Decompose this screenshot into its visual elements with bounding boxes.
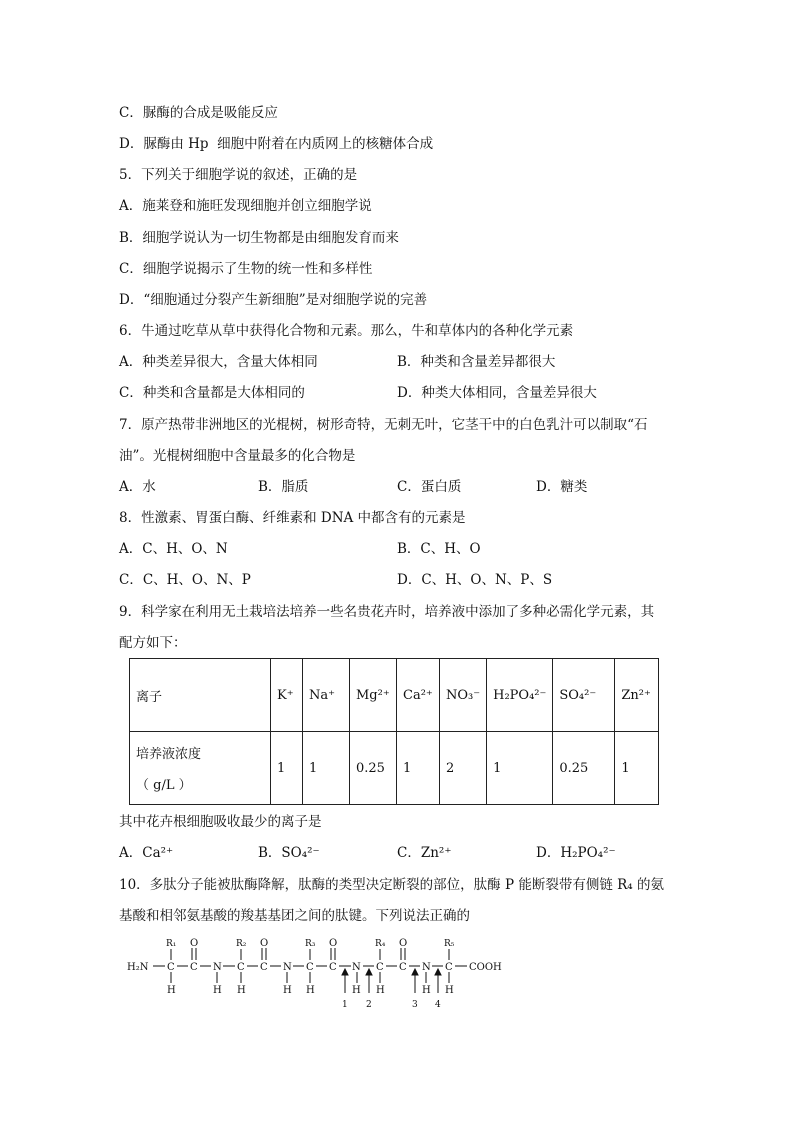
svg-text:H: H: [445, 985, 454, 996]
arrow-label: 1: [342, 1000, 348, 1010]
amino-terminus: H₂N: [127, 962, 149, 973]
r-group-label: R₂: [236, 939, 247, 949]
table-cell-ion: H₂PO₄²⁻: [487, 659, 553, 732]
table-cell-value: 1: [615, 732, 659, 805]
svg-text:O: O: [329, 938, 338, 949]
option-d-q9: D．H₂PO₄²⁻: [536, 845, 616, 861]
option-b-q5: B．细胞学说认为一切生物都是由细胞发育而来: [119, 230, 399, 246]
arrow-label: 2: [366, 1000, 372, 1010]
table-cell-ion: Mg²⁺: [350, 659, 397, 732]
concentration-label: 培养液浓度: [136, 747, 202, 762]
table-cell-ion: NO₃⁻: [440, 659, 487, 732]
option-d-q5: D．“细胞通过分裂产生新细胞”是对细胞学说的完善: [119, 292, 428, 308]
svg-text:O: O: [190, 938, 199, 949]
question-6: 6．牛通过吃草从草中获得化合物和元素。那么，牛和草体内的各种化学元素: [119, 323, 574, 339]
option-b-q6: B．种类和含量差异都很大: [397, 354, 556, 370]
option-b-q7: B．脂质: [258, 479, 309, 495]
table-cell-value: 0.25: [350, 732, 397, 805]
svg-text:H: H: [352, 985, 361, 996]
table-row-ion: [130, 659, 659, 732]
table-cell-value: 0.25: [553, 732, 615, 805]
concentration-unit: （ g/L ）: [136, 778, 192, 793]
svg-text:O: O: [260, 938, 269, 949]
question-10-line-2: 基酸和相邻氨基酸的羧基基团之间的肽键。下列说法正确的: [119, 908, 470, 924]
question-9-line-2: 配方如下：: [119, 635, 187, 651]
svg-text:O: O: [399, 938, 408, 949]
option-a-q9: A．Ca²⁺: [119, 845, 174, 861]
option-a-q7: A．水: [119, 479, 156, 495]
arrow-label: 4: [435, 1000, 441, 1010]
svg-text:C: C: [399, 962, 407, 973]
option-c-q5: C．细胞学说揭示了生物的统一性和多样性: [119, 261, 373, 277]
option-c-q4: C．脲酶的合成是吸能反应: [119, 105, 278, 121]
svg-text:C: C: [376, 962, 384, 973]
option-d-q8: D．C、H、O、N、P、S: [397, 572, 553, 588]
question-7-line-2: 油”。光棍树细胞中含量最多的化合物是: [119, 448, 356, 464]
svg-text:N: N: [213, 962, 222, 973]
table-cell-ion: SO₄²⁻: [553, 659, 615, 732]
svg-text:C: C: [167, 962, 175, 973]
option-c-q6: C．种类和含量都是大体相同的: [119, 385, 305, 401]
option-d-q4: D．脲酶由 Hp 细胞中附着在内质网上的核糖体合成: [119, 136, 434, 152]
svg-text:H: H: [167, 985, 176, 996]
svg-text:H: H: [283, 985, 292, 996]
option-d-q7: D．糖类: [536, 479, 588, 495]
option-a-q5: A．施莱登和施旺发现细胞并创立细胞学说: [119, 198, 372, 214]
svg-text:H: H: [422, 985, 431, 996]
question-9-line-1: 9．科学家在利用无土栽培法培养一些名贵花卉时，培养液中添加了多种必需化学元素，其: [119, 604, 655, 620]
option-b-q8: B．C、H、O: [397, 541, 481, 557]
svg-text:C: C: [445, 962, 453, 973]
table-cell-ion: Zn²⁺: [615, 659, 659, 732]
svg-text:H: H: [213, 985, 222, 996]
option-c-q8: C．C、H、O、N、P: [119, 572, 251, 588]
option-c-q7: C．蛋白质: [397, 479, 462, 495]
question-9-line-3: 其中花卉根细胞吸收最少的离子是: [119, 814, 322, 830]
question-7-line-1: 7．原产热带非洲地区的光棍树，树形奇特，无刺无叶，它茎干中的白色乳汁可以制取“石: [119, 417, 648, 433]
question-8: 8．性激素、胃蛋白酶、纤维素和 DNA 中都含有的元素是: [119, 510, 466, 526]
polypeptide-diagram: [125, 935, 525, 1015]
table-cell-value: 1: [397, 732, 440, 805]
question-10-line-1: 10．多肽分子能被肽酶降解，肽酶的类型决定断裂的部位，肽酶 P 能断裂带有侧链 R₄ 的氨: [119, 877, 665, 893]
table-row-concentration: [130, 732, 659, 805]
option-d-q6: D．种类大体相同，含量差异很大: [397, 385, 597, 401]
svg-text:C: C: [260, 962, 268, 973]
r-group-label: R₁: [166, 939, 177, 949]
table-cell-ion: K⁺: [271, 659, 303, 732]
table-header-ion: 离子: [130, 659, 271, 732]
option-a-q8: A．C、H、O、N: [119, 541, 228, 557]
arrow-label: 3: [412, 1000, 418, 1010]
table-cell-value: 1: [271, 732, 303, 805]
r-group-label: R₄: [375, 939, 386, 949]
nutrient-table: [129, 658, 659, 805]
r-group-label: R₅: [444, 939, 455, 949]
table-cell-value: 1: [487, 732, 553, 805]
option-b-q9: B．SO₄²⁻: [258, 845, 320, 861]
table-header-concentration: [130, 732, 271, 805]
svg-text:N: N: [422, 962, 431, 973]
svg-text:C: C: [306, 962, 314, 973]
table-cell-ion: Na⁺: [303, 659, 350, 732]
r-group-label: R₃: [305, 939, 316, 949]
svg-text:H: H: [306, 985, 315, 996]
svg-text:N: N: [352, 962, 361, 973]
svg-text:H: H: [376, 985, 385, 996]
svg-text:N: N: [283, 962, 292, 973]
svg-text:C: C: [329, 962, 337, 973]
carboxyl-terminus: COOH: [469, 962, 502, 973]
svg-text:C: C: [190, 962, 198, 973]
table-cell-value: 1: [303, 732, 350, 805]
option-c-q9: C．Zn²⁺: [397, 845, 452, 861]
option-a-q6: A．种类差异很大，含量大体相同: [119, 354, 318, 370]
svg-text:C: C: [237, 962, 245, 973]
question-5: 5．下列关于细胞学说的叙述，正确的是: [119, 167, 358, 183]
svg-text:H: H: [237, 985, 246, 996]
table-cell-ion: Ca²⁺: [397, 659, 440, 732]
table-cell-value: 2: [440, 732, 487, 805]
